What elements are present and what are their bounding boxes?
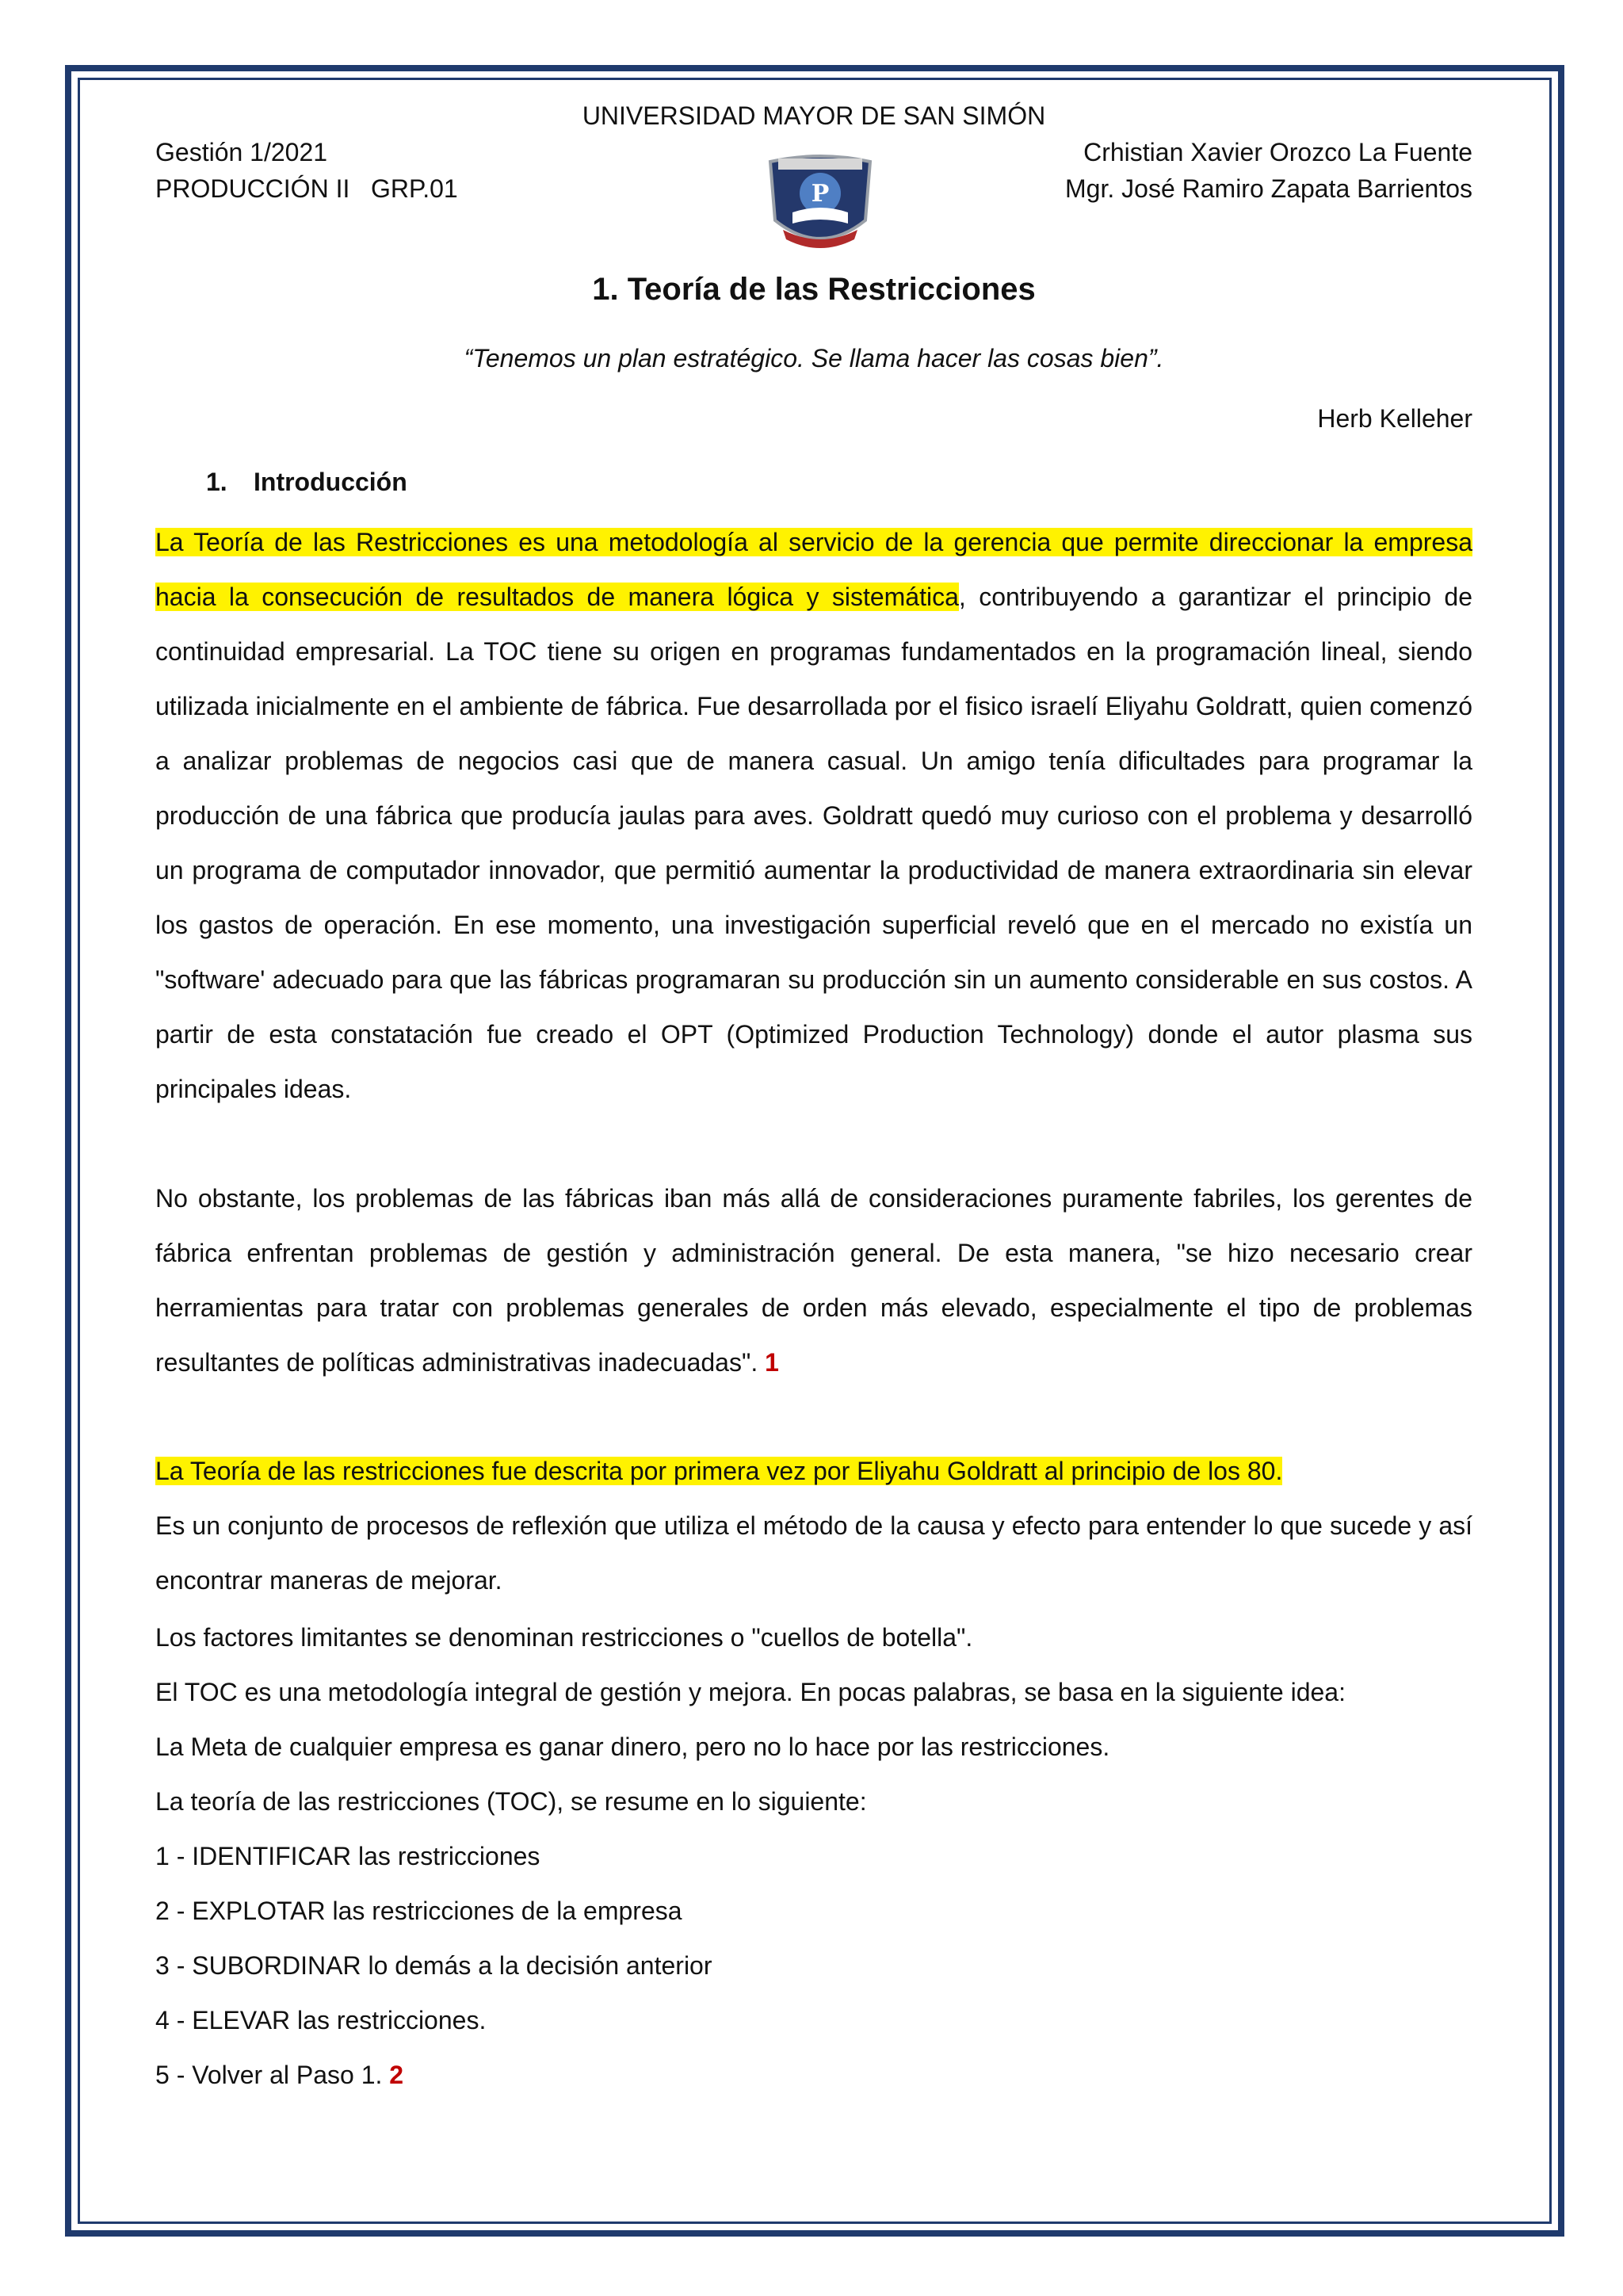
list-item: 4 - ELEVAR las restricciones.	[155, 2006, 487, 2034]
highlighted-text: La Teoría de las Restricciones es una metodología al servicio de la gerencia que permite direccionar la empresa hacia la consecución de resultados de manera lógica y sistemática	[155, 528, 1472, 611]
paragraph-problems	[155, 1171, 1472, 1390]
text-line: La Meta de cualquier empresa es ganar dinero, pero no lo hace por las restricciones.	[155, 1733, 1110, 1761]
reference-marker: 2	[389, 2061, 404, 2089]
quote-author: Herb Kelleher	[1317, 404, 1472, 433]
paragraph-text: , contribuyendo a garantizar el principio de continuidad empresarial. La TOC tiene su origen en programas fundamentados en la programación lineal, siendo utilizada inicialmente en el ambiente de fábrica. Fue desarrollada por el fisico israelí Eliyahu Goldratt, quien comenzó a analizar problemas de negocios casi que de manera casual. Un amigo tenía dificultades para programar la producción de una fábrica que producía jaulas para aves. Goldratt quedó muy curioso con el problema y desarrolló un programa de computador innovador, que permitió aumentar la productividad de manera extraordinaria sin elevar los gastos de operación. En ese momento, una investigación superficial reveló que en el mercado no existía un "software' adecuado para que las fábricas programaran su producción sin un aumento considerable en sus costos. A partir de esta constatación fue creado el OPT (Optimized Production Technology) donde el autor plasma sus principales ideas.	[155, 583, 1473, 1103]
section-label: Introducción	[254, 468, 407, 496]
paragraph-reflection: Es un conjunto de procesos de reflexión que utiliza el método de la causa y efecto para entender lo que sucede y así encontrar maneras de mejorar.	[155, 1511, 1472, 1595]
university-name: UNIVERSIDAD MAYOR DE SAN SIMÓN	[582, 101, 1046, 130]
course: PRODUCCIÓN II GRP.01	[155, 174, 458, 203]
term: Gestión 1/2021	[155, 138, 328, 166]
teacher-name: Mgr. José Ramiro Zapata Barrientos	[1065, 174, 1472, 203]
text-line: Los factores limitantes se denominan restricciones o "cuellos de botella".	[155, 1623, 973, 1652]
section-heading	[206, 466, 407, 498]
highlighted-text: La Teoría de las restricciones fue descrita por primera vez por Eliyahu Goldratt al principio de los 80.	[155, 1457, 1283, 1485]
reference-marker: 1	[765, 1348, 779, 1377]
university-crest-logo	[761, 147, 880, 258]
list-item: 1 - IDENTIFICAR las restricciones	[155, 1842, 540, 1870]
section-number: 1.	[206, 468, 227, 496]
list-item: 3 - SUBORDINAR lo demás a la decisión anterior	[155, 1951, 712, 1980]
student-name: Crhistian Xavier Orozco La Fuente	[1083, 138, 1472, 166]
epigraph-quote: “Tenemos un plan estratégico. Se llama hacer las cosas bien”.	[464, 344, 1164, 372]
list-item: 2 - EXPLOTAR las restricciones de la empresa	[155, 1897, 682, 1925]
list-item	[155, 2059, 1472, 2091]
list-item-text: 5 - Volver al Paso 1.	[155, 2061, 390, 2089]
svg-text:P: P	[811, 180, 830, 208]
text-line: La teoría de las restricciones (TOC), se resume en lo siguiente:	[155, 1787, 867, 1816]
text-line: El TOC es una metodología integral de gestión y mejora. En pocas palabras, se basa en la siguiente idea:	[155, 1678, 1346, 1706]
paragraph-history	[155, 1444, 1472, 1499]
page-title: 1. Teoría de las Restricciones	[592, 272, 1036, 307]
paragraph-intro	[155, 515, 1472, 1117]
paragraph-text: No obstante, los problemas de las fábricas iban más allá de consideraciones puramente fabriles, los gerentes de fábrica enfrentan problemas de gestión y administración general. De esta manera, "se hizo necesario crear herramientas para tratar con problemas generales de orden más elevado, especialmente el tipo de problemas resultantes de políticas administrativas inadecuadas".	[155, 1184, 1472, 1377]
